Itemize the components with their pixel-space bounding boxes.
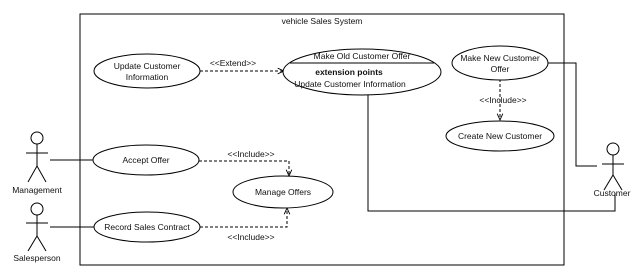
use-case-label-line1: Make New Customer	[460, 53, 540, 63]
extend-label: <<Extend>>	[209, 58, 257, 68]
use-case-label-line2: Information	[125, 72, 169, 82]
actor-label: Customer	[593, 188, 631, 198]
use-case-record-sales-contract[interactable]	[94, 212, 200, 242]
use-case-label: Create New Customer	[457, 131, 543, 141]
use-case-create-new-customer[interactable]	[446, 121, 554, 151]
stick-figure-icon	[26, 203, 48, 251]
actor-label: Management	[12, 185, 62, 195]
use-case-make-old-customer-offer[interactable]	[283, 49, 441, 95]
actor-management[interactable]	[12, 132, 62, 195]
actor-customer[interactable]	[594, 143, 631, 198]
use-case-update-customer-information[interactable]	[94, 54, 200, 88]
use-case-label-line1: Update Customer	[113, 61, 181, 71]
include-accept-arrow	[199, 161, 289, 176]
use-case-label: Manage Offers	[254, 187, 312, 197]
actor-label: Salesperson	[13, 253, 61, 263]
use-case-label: Record Sales Contract	[104, 222, 190, 232]
use-case-label: Make Old Customer Offer	[313, 51, 411, 61]
extension-points-heading: extension points	[315, 67, 383, 77]
actor-salesperson[interactable]	[13, 203, 61, 263]
stick-figure-icon	[26, 132, 48, 182]
include-new-label: <<Include>>	[479, 95, 527, 105]
include-record-label: <<Include>>	[227, 232, 275, 242]
use-case-label: Accept Offer	[122, 155, 170, 165]
include-accept-label: <<Include>>	[227, 149, 275, 159]
include-record-arrow	[200, 208, 287, 227]
extension-point: Update Customer Information	[294, 79, 406, 89]
association-customer-new-offer	[547, 63, 597, 166]
system-title: vehicle Sales System	[281, 16, 363, 26]
use-case-make-new-customer-offer[interactable]	[452, 46, 548, 80]
stick-figure-icon	[602, 143, 624, 190]
use-case-accept-offer[interactable]	[93, 145, 199, 175]
use-case-manage-offers[interactable]	[233, 176, 333, 208]
use-case-label-line2: Offer	[490, 64, 510, 74]
